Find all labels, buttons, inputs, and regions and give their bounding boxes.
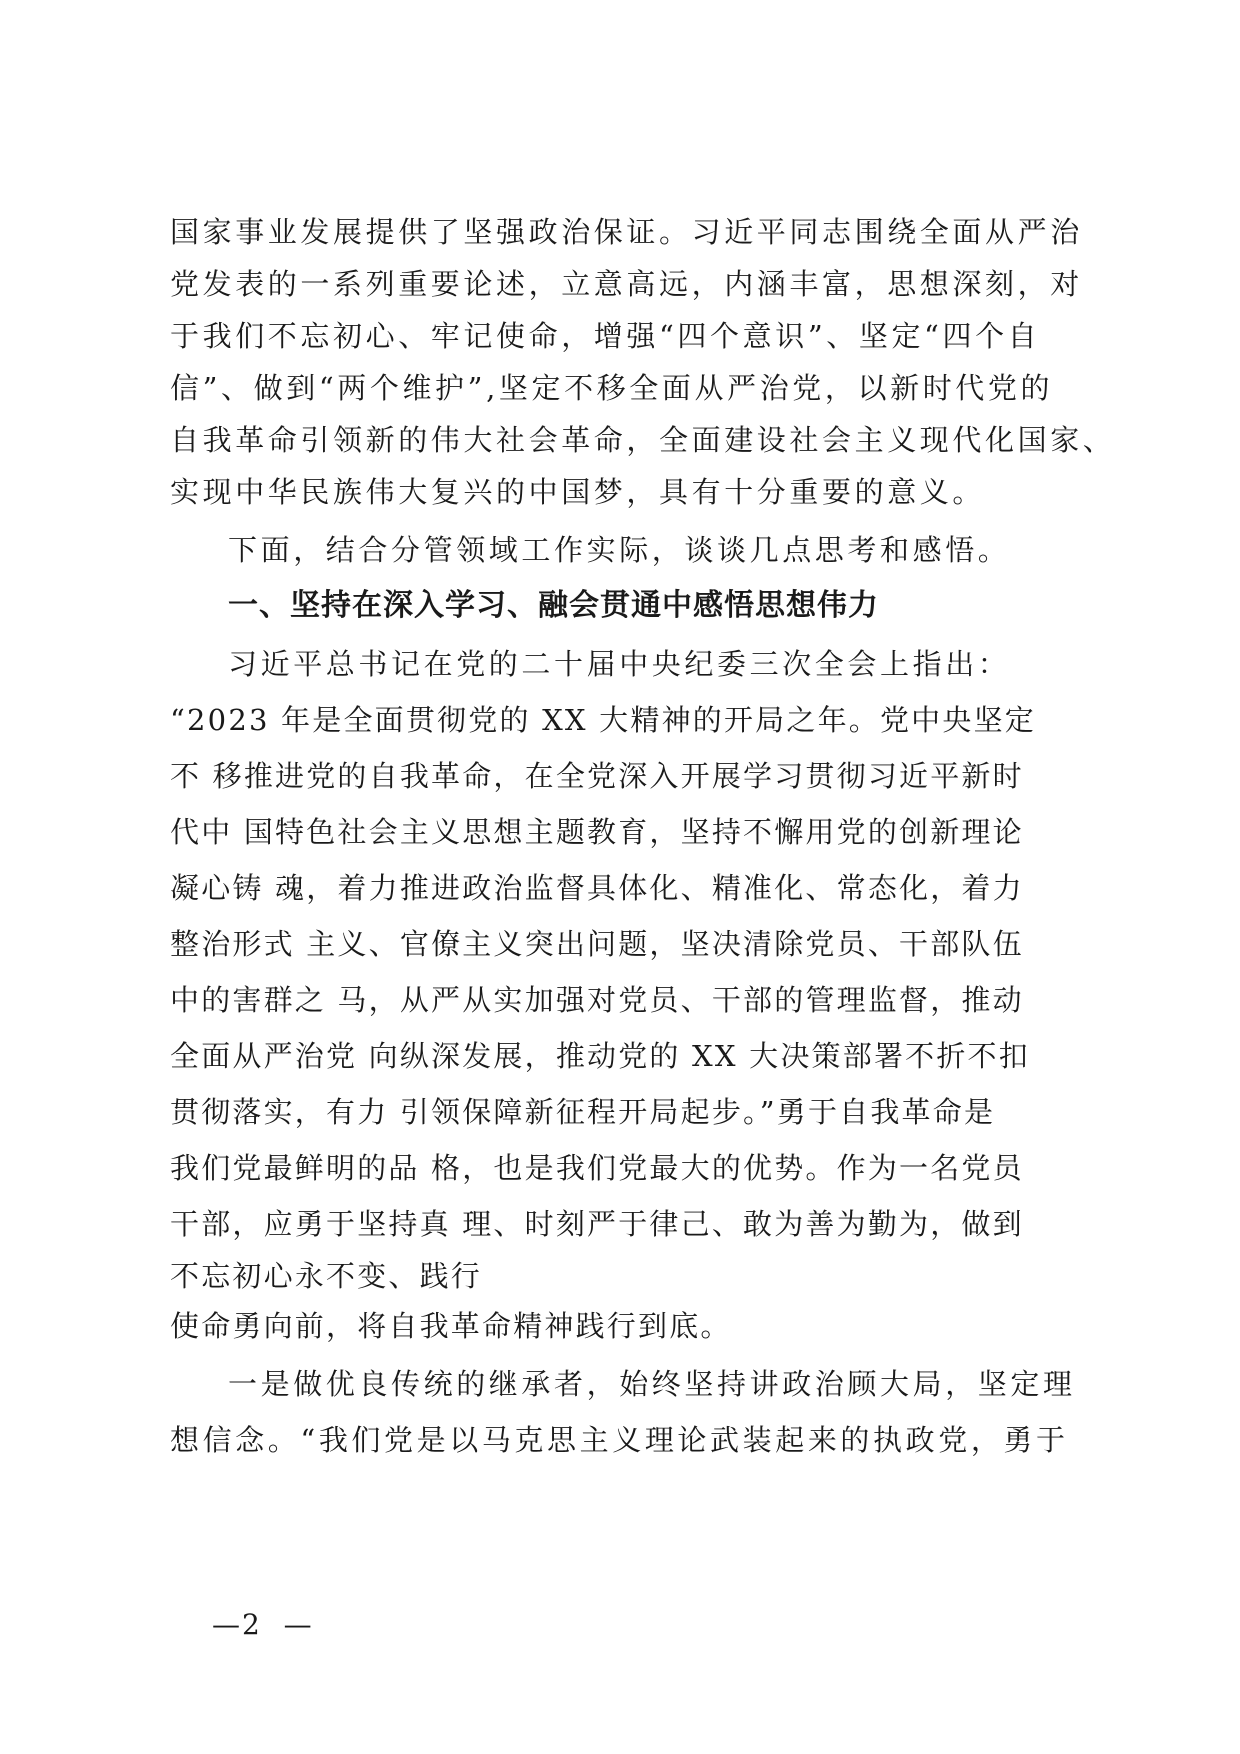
quote-line: 全面从严治党 向纵深发展，推动党的 XX 大决策部署不折不扣	[170, 1039, 1030, 1073]
paragraph-line: 国家事业发展提供了坚强政治保证。习近平同志围绕全面从严治	[170, 215, 1083, 249]
quote-line: 我们党最鲜明的品 格，也是我们党最大的优势。作为一名党员	[170, 1151, 1024, 1185]
paragraph-line: 习近平总书记在党的二十届中央纪委三次全会上指出：	[228, 647, 1011, 681]
quote-line: 使命勇向前，将自我革命精神践行到底。	[170, 1309, 732, 1343]
page-number: —2 —	[212, 1608, 314, 1641]
paragraph-line: 于我们不忘初心、牢记使命，增强“四个意识”、坚定“四个自	[170, 319, 1041, 353]
paragraph-line: 党发表的一系列重要论述，立意高远，内涵丰富，思想深刻，对	[170, 267, 1083, 301]
paragraph-line: 自我革命引领新的伟大社会革命，全面建设社会主义现代化国家、	[170, 423, 1116, 457]
quote-line: 干部，应勇于坚持真 理、时刻严于律己、敢为善为勤为，做到	[170, 1207, 1024, 1241]
quote-line: 不 移推进党的自我革命，在全党深入开展学习贯彻习近平新时	[170, 759, 1024, 793]
quote-line: 不忘初心永不变、践行	[170, 1259, 483, 1293]
paragraph-line: 实现中华民族伟大复兴的中国梦，具有十分重要的意义。	[170, 475, 986, 509]
quote-line: 整治形式 主义、官僚主义突出问题，坚决清除党员、干部队伍	[170, 927, 1024, 961]
paragraph-line: 信”、做到“两个维护”,坚定不移全面从严治党，以新时代党的	[170, 371, 1054, 405]
quote-line: 代中 国特色社会主义思想主题教育，坚持不懈用党的创新理论	[170, 815, 1024, 849]
section-heading: 一、坚持在深入学习、融会贯通中感悟思想伟力	[228, 588, 879, 623]
paragraph-line: 想信念。“我们党是以马克思主义理论武装起来的执政党，勇于	[170, 1423, 1069, 1457]
quote-line: “2023 年是全面贯彻党的 XX 大精神的开局之年。党中央坚定	[170, 703, 1036, 737]
quote-line: 贯彻落实，有力 引领保障新征程开局起步。”勇于自我革命是	[170, 1095, 996, 1129]
paragraph-line: 下面，结合分管领域工作实际，谈谈几点思考和感悟。	[228, 533, 1011, 567]
quote-line: 中的害群之 马，从严从实加强对党员、干部的管理监督，推动	[170, 983, 1024, 1017]
quote-line: 凝心铸 魂，着力推进政治监督具体化、精准化、常态化，着力	[170, 871, 1024, 905]
paragraph-line: 一是做优良传统的继承者，始终坚持讲政治顾大局，坚定理	[228, 1367, 1076, 1401]
